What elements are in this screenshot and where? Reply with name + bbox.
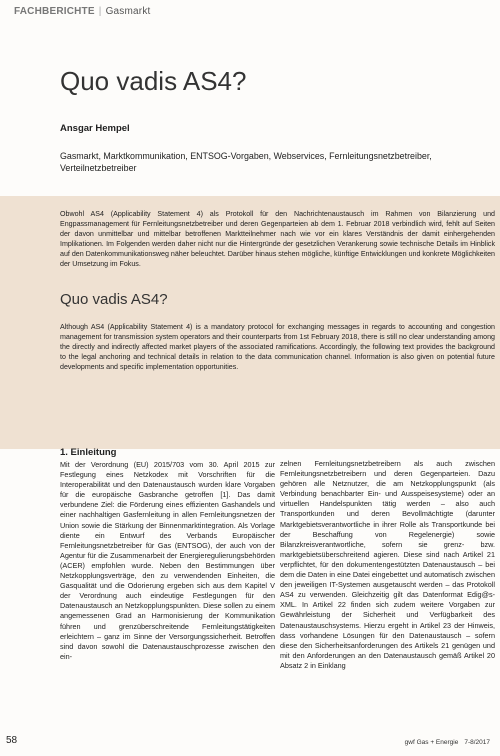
issue-number: 7-8/2017: [464, 739, 490, 746]
body-column-left: [60, 447, 275, 662]
keywords: Gasmarkt, Marktkommunikation, ENTSOG-Vorgaben, Webservices, Fernleitungsnetzbetreiber, Verteilnetzbetreiber: [60, 151, 432, 173]
english-title: Quo vadis AS4?: [60, 291, 168, 308]
author-name: Ansgar Hempel: [60, 123, 130, 134]
body-text-right: zelnen Fernleitungsnetzbetreibern als auch zwischen Fernleitungsnetzbetreibern und deren Gegenparteien. Dazu gehören alle Netznutzer, die am Netzkopplungspunkt (als Verbindung benachbarter Ein- und Ausspeisesysteme) oder an virtuellen Handelspunkten tätig werden – also auch Transportkunden und deren Bevollmächtigte (darunter Marktgebietsverantwortliche in ihrer Rolle als Transportkunde bei der Beschaffung von Regelenergie) sowie Bilanzkreisverantwortliche, sofern sie grenz- bzw. marktgebietsüberschreitend agieren. Diese sind nach Artikel 21 verpflichtet, für den dokumentengestützten Datenaustausch – bei dem die Daten in eine Datei eingebettet und automatisch zwischen den jeweiligen IT-Systemen ausgetauscht werden – das Protokoll AS4 zu verwenden. Gleichzeitig gilt das Datenformat Edig@s-XML. In Artikel 22 finden sich zudem weitere Vorgaben zur Gewährleistung der Sicherheit und Verfügbarkeit des Datenaustauschsystems. Hierzu ergeht in Artikel 23 der Hinweis, dass vorhandene Lösungen für den Datenaustausch – sofern diese den Sicherheitsanforderungen des Artikels 21 genügen und mit den Anforderungen an den Datenaustausch gemäß Artikel 20 Absatz 2 in Einklang: [280, 459, 495, 670]
abstract-german: Obwohl AS4 (Applicability Statement 4) als Protokoll für den Nachrichtenaustausch im Rahmen von Bilanzierung und Engpassmanagement für Fernleitungsnetzbetreiber und deren Gegenparteien ab dem 1. Februar 2018 verbindlich wird, fehlt auf Seiten der davon unmittelbar und mittelbar betroffenen Marktteilnehmer nach wie vor ein klares Verständnis der damit einhergehenden Implikationen. Im Folgenden werden daher nicht nur die Hintergründe der gesetzlichen Verankerung sowie technische Details im Hinblick auf den Datenkommunikationsweg näher beleuchtet. Darüber hinaus stehen mögliche, künftige Entwicklungen und konkrete Möglichkeiten der Umsetzung im Fokus.: [60, 210, 495, 269]
abstract-english: Although AS4 (Applicability Statement 4) is a mandatory protocol for exchanging messages in regards to accounting and congestion management for transmission system operators and their counterparts from 1st February 2018, there is still no clear understanding among the directly and indirectly affected market players of the associated ramifications. Accordingly, the following text provides the background to the legal anchoring and technical details in relation to the data communication channel. Information is also given on potential future developments and specific implementation opportunities.: [60, 323, 495, 372]
body-column-right: [280, 459, 495, 671]
running-header: [14, 6, 151, 17]
magazine-name: gwf Gas + Energie: [404, 739, 459, 746]
body-text-left: Mit der Verordnung (EU) 2015/703 vom 30. April 2015 zur Festlegung eines Netzkodex mit Vorschriften für die Interoperabilität und den Datenaustausch wurden klare Vorgaben für die europäische Gasbranche getroffen [1]. Das damit verbundene Ziel: die Förderung eines effizienten Gashandels und einer nachhaltigen Gasfernleitung in allen Fernleitungsnetzen der Union sowie die Stärkung der Binnenmarktintegration. Als Vorlage diente ein Entwurf des Verbands Europäischer Fernleitungsnetzbetreiber für Gas (ENTSOG), der auch von der Agentur für die Zusammenarbeit der Energieregulierungsbehörden (ACER) empfohlen wurde. Neben den Bestimmungen über Netzkopplungsverträge, den zu verwendenden Einheiten, die Gasqualität und die Odorierung ergeben sich aus dem Kapitel V der Verordnung auch eindeutige Festlegungen für den Datenaustausch an Netzkopplungspunkten. Diese sollen zu einem angemessenen Grad an Harmonisierung der Kommunikation führen und grenzüberschreitende Fernleitungstätigkeiten erleichtern – ganz im Sinne der Versorgungssicherheit. Betroffen sind davon sowohl die Datenaustauschprozesse zwischen den ein-: [60, 460, 275, 661]
section-label: FACHBERICHTE: [14, 6, 95, 17]
category-label: Gasmarkt: [105, 6, 151, 17]
page-number: 58: [6, 735, 18, 746]
header-separator: |: [98, 6, 102, 17]
footer-magazine: [405, 739, 490, 746]
article-title: Quo vadis AS4?: [60, 66, 247, 96]
section-heading: 1. Einleitung: [60, 447, 117, 458]
